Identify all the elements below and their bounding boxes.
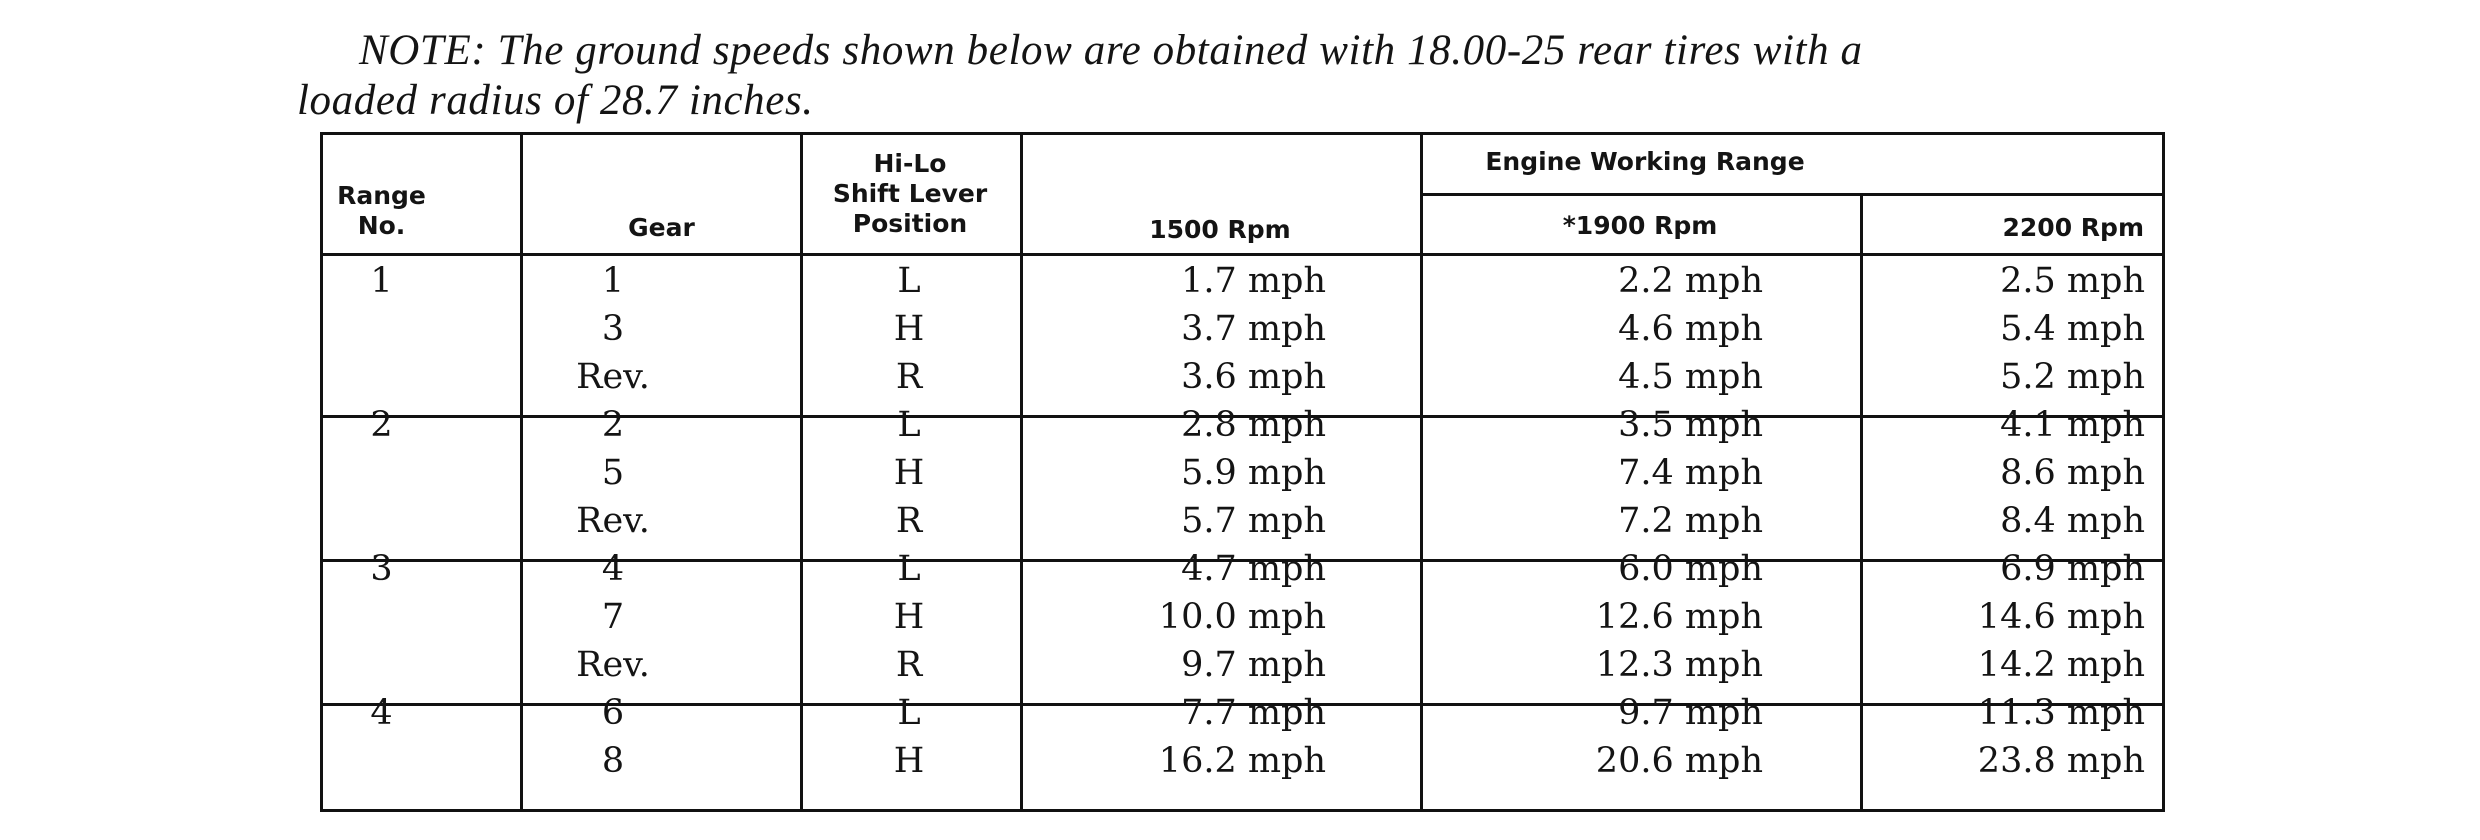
cell-speed-1900-rpm: 7.4 mph [1618, 453, 1763, 493]
cell-range-no: 3 [370, 549, 393, 589]
cell-range-no [323, 737, 440, 785]
cell-gear: 4 [601, 549, 625, 589]
cell-shift-position: R [895, 501, 923, 541]
cell-gear: 8 [601, 741, 625, 781]
cell-speed-1900-rpm: 12.3 mph [1595, 645, 1763, 685]
column-divider [1860, 193, 1863, 809]
note-line-2: loaded radius of 28.7 inches. [297, 77, 814, 124]
cell-range-no [323, 497, 440, 545]
cell-speed-2200-rpm: 2.5 mph [2000, 261, 2145, 301]
cell-shift-position: R [895, 645, 923, 685]
cell-speed-1500-rpm: 3.6 mph [1181, 357, 1326, 397]
cell-speed-1900-rpm: 12.6 mph [1595, 597, 1763, 637]
cell-speed-2200-rpm: 14.2 mph [1977, 645, 2145, 685]
header-shift-lever-position: Hi-Lo Shift Lever Position [832, 149, 988, 238]
cell-shift-position: H [893, 597, 925, 637]
cell-speed-1500-rpm: 7.7 mph [1181, 693, 1326, 733]
cell-shift-position: L [897, 261, 921, 301]
cell-gear: Rev. [576, 357, 650, 397]
header-divider [323, 253, 2162, 256]
cell-speed-2200-rpm: 23.8 mph [1977, 741, 2145, 781]
cell-gear: 6 [601, 693, 625, 733]
cell-speed-2200-rpm: 8.4 mph [2000, 501, 2145, 541]
cell-speed-1900-rpm: 20.6 mph [1595, 741, 1763, 781]
ground-speed-table [320, 132, 2165, 812]
cell-gear: 2 [601, 405, 625, 445]
cell-range-no: 4 [370, 693, 393, 733]
cell-speed-1900-rpm: 3.5 mph [1618, 405, 1763, 445]
cell-speed-2200-rpm: 5.2 mph [2000, 357, 2145, 397]
cell-gear: 1 [601, 261, 625, 301]
cell-range-no [323, 641, 440, 689]
cell-shift-position: H [893, 741, 925, 781]
cell-range-no [323, 593, 440, 641]
cell-speed-1500-rpm: 5.7 mph [1181, 501, 1326, 541]
cell-shift-position: R [895, 357, 923, 397]
cell-speed-1900-rpm: 4.5 mph [1618, 357, 1763, 397]
cell-shift-position: L [897, 549, 921, 589]
cell-speed-1500-rpm: 10.0 mph [1158, 597, 1326, 637]
cell-speed-2200-rpm: 5.4 mph [2000, 309, 2145, 349]
cell-speed-1500-rpm: 4.7 mph [1181, 549, 1326, 589]
cell-shift-position: H [893, 453, 925, 493]
cell-speed-1500-rpm: 5.9 mph [1181, 453, 1326, 493]
cell-range-no [323, 449, 440, 497]
note-paragraph [297, 26, 2197, 126]
cell-gear: Rev. [576, 501, 650, 541]
cell-speed-2200-rpm: 8.6 mph [2000, 453, 2145, 493]
cell-speed-1900-rpm: 9.7 mph [1618, 693, 1763, 733]
note-line-1: NOTE: The ground speeds shown below are obtained with 18.00-25 rear tires with a [359, 27, 1863, 74]
cell-speed-1500-rpm: 2.8 mph [1181, 405, 1326, 445]
cell-shift-position: L [897, 693, 921, 733]
header-1900-rpm: *1900 Rpm [1562, 211, 1718, 240]
cell-range-no: 2 [370, 405, 393, 445]
cell-speed-2200-rpm: 11.3 mph [1977, 693, 2145, 733]
header-range-no: Range No. [337, 181, 426, 240]
cell-speed-2200-rpm: 14.6 mph [1977, 597, 2145, 637]
header-gear: Gear [628, 213, 695, 242]
header-engine-working-range: Engine Working Range [1485, 147, 1805, 176]
engine-range-divider [1420, 193, 2162, 196]
cell-speed-1900-rpm: 6.0 mph [1618, 549, 1763, 589]
cell-shift-position: H [893, 309, 925, 349]
cell-range-no [323, 353, 440, 401]
cell-speed-1900-rpm: 2.2 mph [1618, 261, 1763, 301]
cell-speed-1500-rpm: 3.7 mph [1181, 309, 1326, 349]
cell-shift-position: L [897, 405, 921, 445]
cell-speed-1500-rpm: 16.2 mph [1158, 741, 1326, 781]
cell-range-no [323, 305, 440, 353]
cell-speed-1500-rpm: 9.7 mph [1181, 645, 1326, 685]
header-1500-rpm: 1500 Rpm [1149, 215, 1291, 244]
cell-speed-1900-rpm: 7.2 mph [1618, 501, 1763, 541]
cell-speed-2200-rpm: 6.9 mph [2000, 549, 2145, 589]
cell-gear: Rev. [576, 645, 650, 685]
cell-speed-1500-rpm: 1.7 mph [1181, 261, 1326, 301]
cell-range-no: 1 [370, 261, 393, 301]
header-2200-rpm: 2200 Rpm [2002, 213, 2144, 242]
cell-speed-1900-rpm: 4.6 mph [1618, 309, 1763, 349]
cell-gear: 7 [601, 597, 625, 637]
cell-gear: 5 [601, 453, 625, 493]
cell-gear: 3 [601, 309, 625, 349]
cell-speed-2200-rpm: 4.1 mph [2000, 405, 2145, 445]
